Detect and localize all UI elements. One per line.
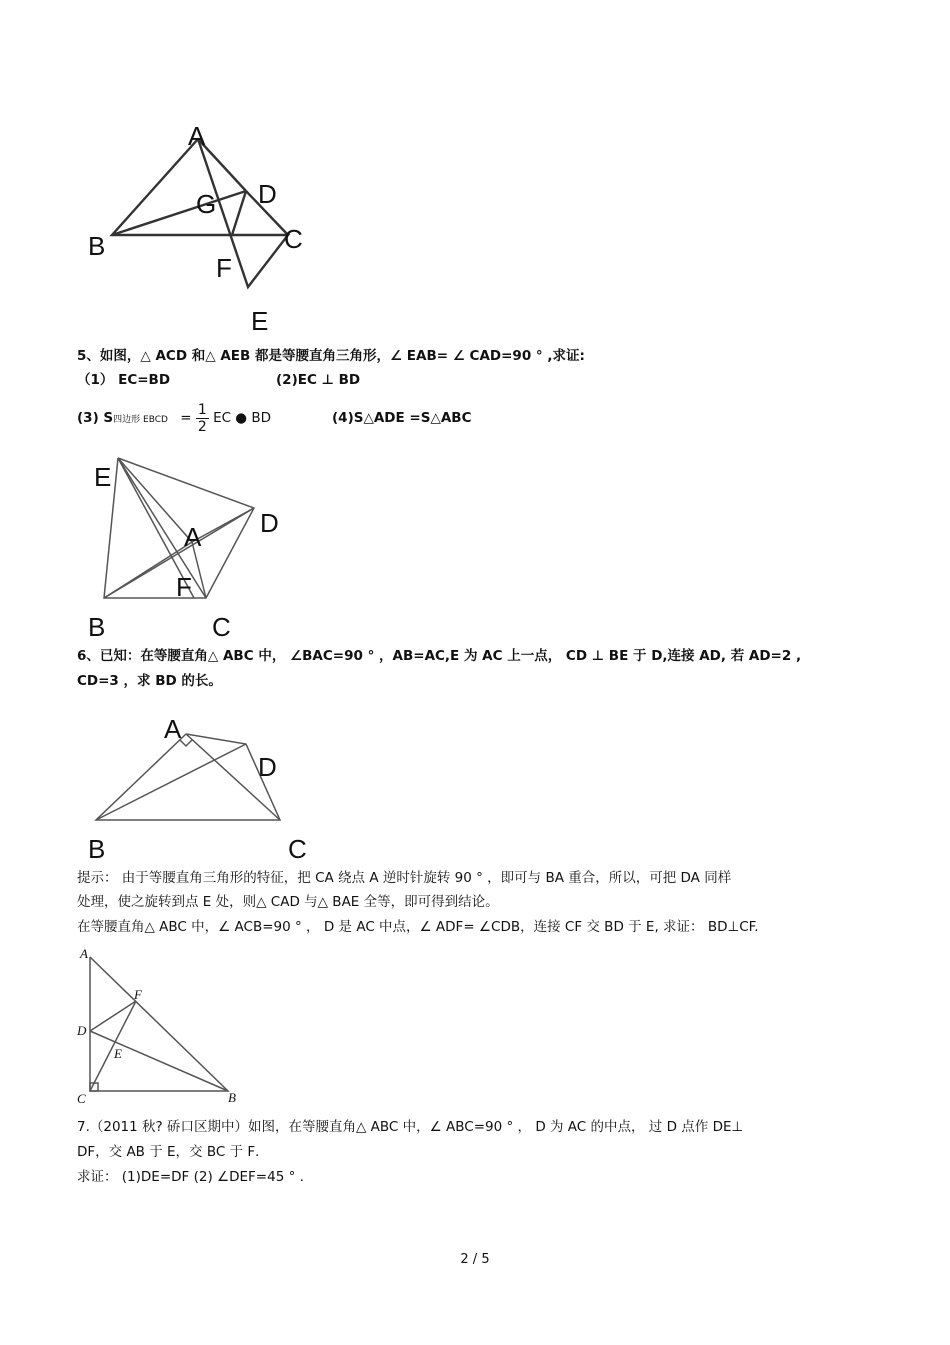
fig1-label-g: G xyxy=(196,189,217,219)
figure-2 xyxy=(80,450,310,645)
problem5-statement: 5、如图，△ ACD 和△ AEB 都是等腰直角三角形，∠ EAB= ∠ CAD=90 ° ,求证: xyxy=(77,348,585,364)
problem5-q3-prefix: (3) S xyxy=(77,410,114,426)
fig2-label-b: B xyxy=(88,612,106,642)
fig1-label-b: B xyxy=(88,231,106,261)
fig3-label-d: D xyxy=(258,752,277,782)
problem5-q4: (4)S△ADE =S△ABC xyxy=(332,410,472,426)
fig1-label-f: F xyxy=(216,253,232,283)
fig3-label-b: B xyxy=(88,834,106,864)
hint-line2: 处理，使之旋转到点 E 处，则△ CAD 与△ BAE 全等，即可得到结论。 xyxy=(77,894,499,910)
fig3-right-angle-mark xyxy=(180,740,192,746)
fig4-outline xyxy=(90,957,228,1091)
problem7-line3: 求证： (1)DE=DF (2) ∠DEF=45 ° . xyxy=(77,1169,304,1185)
fig2-label-f: F xyxy=(176,572,192,602)
fig4-line-cf xyxy=(90,1001,136,1091)
fig1-label-a: A xyxy=(188,121,206,151)
problem5-q3-tail: EC ● BD xyxy=(213,410,272,426)
fig2-line-ea xyxy=(118,458,192,542)
fig3-outline xyxy=(96,734,280,820)
problem5-q3-eq: = xyxy=(180,410,192,426)
fig1-label-e: E xyxy=(251,306,269,336)
fig3-line-bd xyxy=(96,744,246,820)
figure-1 xyxy=(80,115,320,340)
problem5-q2: (2)EC ⊥ BD xyxy=(276,372,361,388)
problem5-q3-sub: 四边形 EBCD xyxy=(113,415,168,425)
problem5-q3 xyxy=(77,398,271,440)
fig4-line-db xyxy=(90,1031,228,1091)
fig4-label-c: C xyxy=(77,1091,86,1106)
figure-4 xyxy=(70,945,250,1110)
fig2-label-d: D xyxy=(260,508,279,538)
problem7-line1: 7.（2011 秋? 硚口区期中）如图，在等腰直角△ ABC 中，∠ ABC=90 ° ， D 为 AC 的中点， 过 D 点作 DE⊥ xyxy=(77,1119,744,1135)
fig3-label-c: C xyxy=(288,834,307,864)
fig4-label-e: E xyxy=(114,1046,122,1061)
fig1-label-d: D xyxy=(258,179,277,209)
problem7-line2: DF，交 AB 于 E，交 BC 于 F． xyxy=(77,1144,269,1160)
fig4-label-d: D xyxy=(77,1023,87,1038)
page-number: 2 / 5 xyxy=(460,1252,490,1267)
fig2-label-c: C xyxy=(212,612,231,642)
problem6-line2: CD=3 ，求 BD 的长。 xyxy=(77,673,222,689)
fig2-label-a: A xyxy=(184,522,202,552)
fig3-label-a: A xyxy=(164,714,182,744)
fig4-label-b: B xyxy=(228,1090,236,1105)
hint-line1: 提示： 由于等腰直角三角形的特征，把 CA 绕点 A 逆时针旋转 90 ° ，即可与 BA 重合，所以，可把 DA 同样 xyxy=(77,870,732,886)
fig4-label-f: F xyxy=(134,987,142,1002)
fig1-label-c: C xyxy=(284,224,303,254)
fig2-label-e: E xyxy=(94,462,112,492)
fig4-label-a: A xyxy=(80,946,88,961)
problem5-q1: （1） EC=BD xyxy=(77,372,171,388)
figure-3 xyxy=(80,712,320,867)
fig1-line-df xyxy=(232,191,246,235)
problem5-q3-fraction: $\frac{1}{2}$ xyxy=(197,401,207,435)
hint-line3: 在等腰直角△ ABC 中，∠ ACB=90 ° ， D 是 AC 中点，∠ ADF= ∠CDB，连接 CF 交 BD 于 E, 求证： BD⊥CF. xyxy=(77,919,759,935)
problem6-line1: 6、已知：在等腰直角△ ABC 中， ∠BAC=90 ° ，AB=AC,E 为 AC 上一点， CD ⊥ BE 于 D,连接 AD, 若 AD=2 , xyxy=(77,648,802,664)
